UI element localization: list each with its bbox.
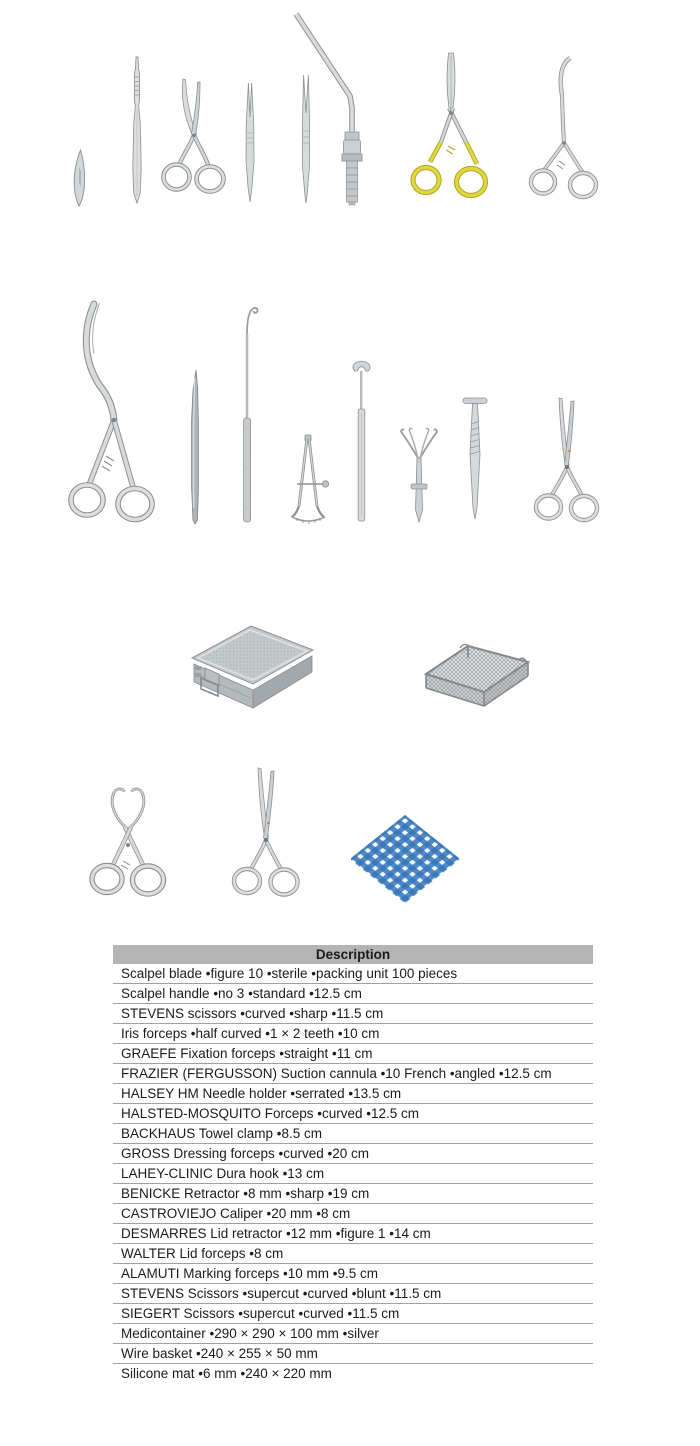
table-row-lahey-clinic-dura-hook: LAHEY-CLINIC Dura hook •13 cm [113,1164,593,1184]
table-row-stevens-scissors: STEVENS scissors •curved •sharp •11.5 cm [113,1004,593,1024]
scalpel-blade-icon [71,149,89,207]
gross-dressing-forceps-image [64,298,158,526]
halsey-needle-holder-image [405,50,497,206]
scalpel-handle-image [126,56,148,204]
table-row-iris-forceps: Iris forceps •half curved •1 × 2 teeth •10 cm [113,1024,593,1044]
iris-forceps-image [240,81,260,205]
castroviejo-caliper-image [289,434,331,526]
halsey-needle-holder-icon [405,50,497,206]
alamuti-marking-forceps-icon [460,396,490,522]
castroviejo-caliper-icon [289,434,331,526]
description-table [113,945,593,1384]
backhaus-towel-clamp-icon [85,783,171,901]
table-row-scalpel-blade: Scalpel blade •figure 10 •sterile •packing unit 100 pieces [113,964,593,984]
table-row-frazier-suction-cannula: FRAZIER (FERGUSSON) Suction cannula •10 French •angled •12.5 cm [113,1064,593,1084]
table-row-castroviejo-caliper: CASTROVIEJO Caliper •20 mm •8 cm [113,1204,593,1224]
table-row-wire-basket: Wire basket •240 × 255 × 50 mm [113,1344,593,1364]
table-row-halsted-mosquito-forceps: HALSTED-MOSQUITO Forceps •curved •12.5 cm [113,1104,593,1124]
frazier-suction-cannula-icon [293,12,367,206]
table-row-desmarres-lid-retractor: DESMARRES Lid retractor •12 mm •figure 1 •14 cm [113,1224,593,1244]
wire-basket-icon [420,640,534,714]
stevens-supercut-scissors-image [529,395,605,527]
table-row-siegert-scissors: SIEGERT Scissors •supercut •curved •11.5 cm [113,1304,593,1324]
scalpel-blade-image [71,149,89,207]
wire-basket-image [420,640,534,714]
benicke-retractor-icon [186,368,204,526]
table-row-medicontainer: Medicontainer •290 × 290 × 100 mm •silver [113,1324,593,1344]
scalpel-handle-icon [126,56,148,204]
stevens-scissors-image [158,75,232,205]
table-row-benicke-retractor: BENICKE Retractor •8 mm •sharp •19 cm [113,1184,593,1204]
medicontainer-image [185,620,319,718]
halsted-mosquito-forceps-icon [523,55,605,203]
siegert-scissors-image [227,765,305,901]
table-row-scalpel-handle: Scalpel handle •no 3 •standard •12.5 cm [113,984,593,1004]
silicone-mat-image [351,815,459,903]
walter-lid-forceps-image [398,418,440,526]
table-row-halsey-needle-holder: HALSEY HM Needle holder •serrated •13.5 cm [113,1084,593,1104]
desmarres-lid-retractor-image [350,355,374,525]
table-row-stevens-supercut-scissors: STEVENS Scissors •supercut •curved •blunt •11.5 cm [113,1284,593,1304]
table-row-gross-dressing-forceps: GROSS Dressing forceps •curved •20 cm [113,1144,593,1164]
table-header: Description [113,945,593,964]
silicone-mat-icon [351,815,459,903]
walter-lid-forceps-icon [398,418,440,526]
alamuti-marking-forceps-image [460,396,490,522]
frazier-suction-cannula-image [293,12,367,206]
siegert-scissors-icon [227,765,305,901]
halsted-mosquito-forceps-image [523,55,605,203]
stevens-supercut-scissors-icon [529,395,605,527]
table-row-silicone-mat: Silicone mat •6 mm •240 × 220 mm [121,1366,332,1381]
table-row-alamuti-marking-forceps: ALAMUTI Marking forceps •10 mm •9.5 cm [113,1264,593,1284]
backhaus-towel-clamp-image [85,783,171,901]
medicontainer-icon [185,620,319,718]
stevens-scissors-icon [158,75,232,205]
desmarres-lid-retractor-icon [350,355,374,525]
lahey-clinic-dura-hook-image [236,300,260,526]
lahey-clinic-dura-hook-icon [236,300,260,526]
table-row-walter-lid-forceps: WALTER Lid forceps •8 cm [113,1244,593,1264]
benicke-retractor-image [186,368,204,526]
gross-dressing-forceps-icon [64,298,158,526]
table-row-backhaus-towel-clamp: BACKHAUS Towel clamp •8.5 cm [113,1124,593,1144]
table-row-graefe-fixation-forceps: GRAEFE Fixation forceps •straight •11 cm [113,1044,593,1064]
iris-forceps-icon [240,81,260,205]
